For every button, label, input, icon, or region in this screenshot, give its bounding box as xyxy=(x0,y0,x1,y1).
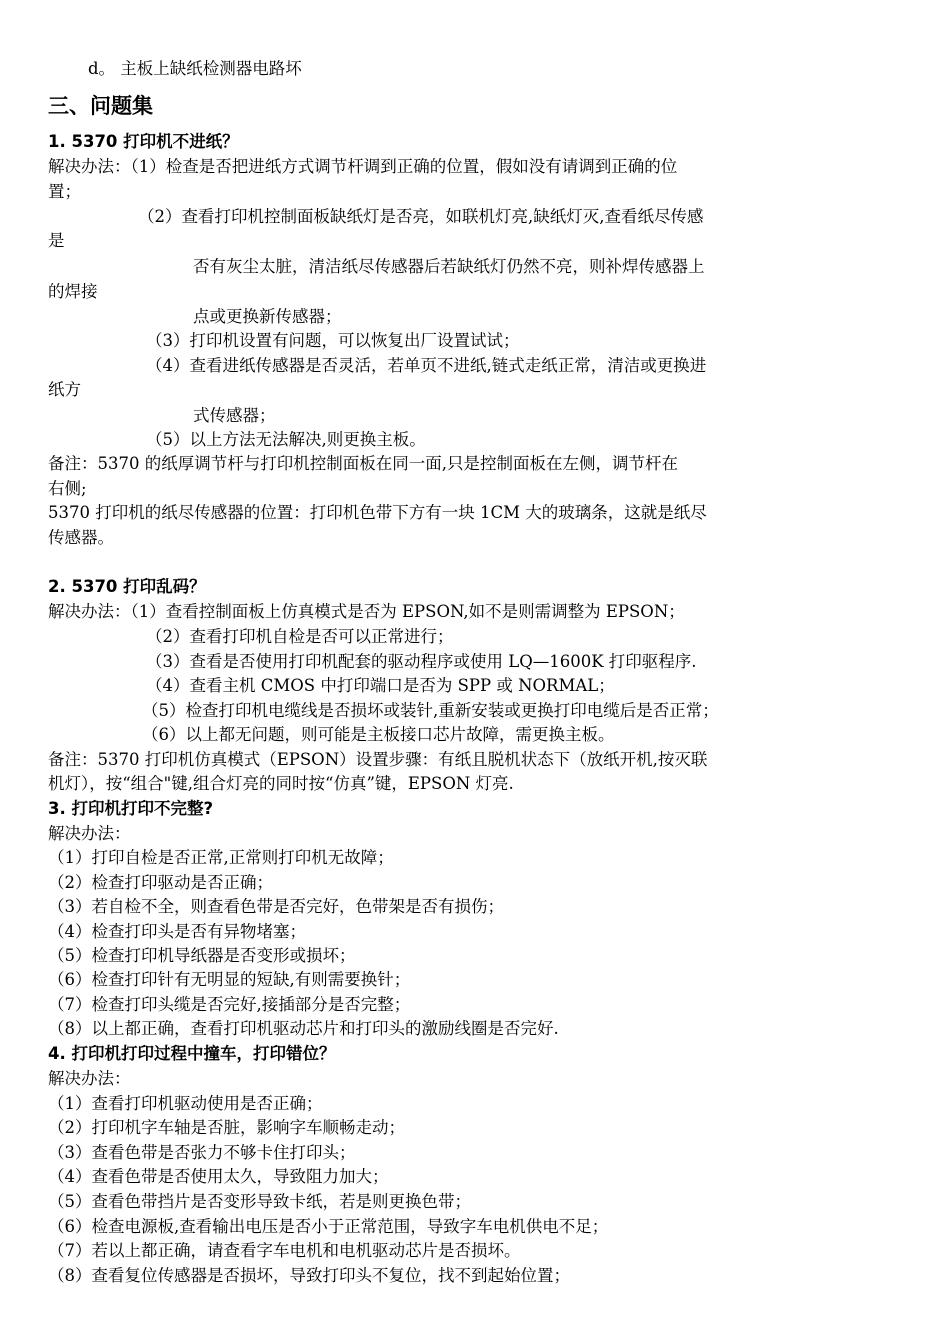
q3-line: （4）检查打印头是否有异物堵塞； xyxy=(48,922,306,941)
q1-line: （5）以上方法无法解决,则更换主板。 xyxy=(146,430,426,449)
q1-line: 置； xyxy=(48,182,81,201)
q1-line: 式传感器； xyxy=(193,406,276,425)
q4-line: （4）查看色带是否使用太久，导致阻力加大； xyxy=(48,1167,389,1186)
q2-line: （6）以上都无问题，则可能是主板接口芯片故障，需更换主板。 xyxy=(142,725,615,744)
q4-line: 解决办法： xyxy=(48,1069,131,1088)
q3-line: （6）检查打印针有无明显的短缺,有则需要换针； xyxy=(48,970,411,989)
q1-line: 的焊接 xyxy=(48,282,98,301)
q4-line: （6）检查电源板,查看输出电压是否小于正常范围，导致字车电机供电不足； xyxy=(48,1217,609,1236)
intro-list-item: d。 主板上缺纸检测器电路坏 xyxy=(88,59,302,78)
q1-note: 5370 打印机的纸尽传感器的位置：打印机色带下方有一块 1CM 大的玻璃条，这就是纸尽 xyxy=(48,503,707,522)
q1-title: 1. 5370 打印机不进纸？ xyxy=(48,132,239,151)
q2-line: （2）查看打印机自检是否可以正常进行； xyxy=(146,627,454,646)
q1-line: 否有灰尘太脏，清洁纸尽传感器后若缺纸灯仍然不亮，则补焊传感器上 xyxy=(193,257,705,276)
q1-line: 纸方 xyxy=(48,380,81,399)
q3-line: （2）检查打印驱动是否正确； xyxy=(48,873,273,892)
q1-line: （4）查看进纸传感器是否灵活，若单页不进纸,链式走纸正常，清洁或更换进 xyxy=(146,356,707,375)
q4-line: （5）查看色带挡片是否变形导致卡纸，若是则更换色带； xyxy=(48,1192,471,1211)
q1-line: （2）查看打印机控制面板缺纸灯是否亮，如联机灯亮,缺纸灯灭,查看纸尽传感 xyxy=(138,207,704,226)
q1-line: 解决办法：（1）检查是否把进纸方式调节杆调到正确的位置，假如没有请调到正确的位 xyxy=(48,157,678,176)
q1-note: 右侧; xyxy=(48,479,87,498)
q1-line: （3）打印机设置有问题，可以恢复出厂设置试试； xyxy=(146,331,520,350)
q1-note: 传感器。 xyxy=(48,528,114,547)
q2-note: 备注：5370 打印机仿真模式（EPSON）设置步骤：有纸且脱机状态下（放纸开机,按灭联 xyxy=(48,750,708,769)
section-title: 三、问题集 xyxy=(48,94,153,118)
q4-line: （8）查看复位传感器是否损坏，导致打印头不复位，找不到起始位置； xyxy=(48,1266,570,1285)
q4-line: （3）查看色带是否张力不够卡住打印头； xyxy=(48,1143,356,1162)
q2-note: 机灯），按“组合"键,组合灯亮的同时按“仿真”键，EPSON 灯亮. xyxy=(48,774,514,793)
q4-line: （1）查看打印机驱动使用是否正确； xyxy=(48,1094,323,1113)
q3-line: （5）检查打印机导纸器是否变形或损坏； xyxy=(48,946,356,965)
q3-line: （8）以上都正确，查看打印机驱动芯片和打印头的激励线圈是否完好. xyxy=(48,1019,559,1038)
q1-line: 是 xyxy=(48,231,65,250)
q3-line: （7）检查打印头缆是否完好,接插部分是否完整； xyxy=(48,995,411,1014)
q4-title: 4. 打印机打印过程中撞车，打印错位？ xyxy=(48,1044,336,1063)
q3-line: 解决办法： xyxy=(48,824,131,843)
q4-line: （2）打印机字车轴是否脏，影响字车顺畅走动； xyxy=(48,1118,405,1137)
q2-line: （4）查看主机 CMOS 中打印端口是否为 SPP 或 NORMAL； xyxy=(146,676,615,695)
q1-note: 备注：5370 的纸厚调节杆与打印机控制面板在同一面,只是控制面板在左侧，调节杆在 xyxy=(48,454,678,473)
q4-line: （7）若以上都正确，请查看字车电机和电机驱动芯片是否损坏。 xyxy=(48,1241,521,1260)
q3-line: （1）打印自检是否正常,正常则打印机无故障； xyxy=(48,848,394,867)
q2-line: （5）检查打印机电缆线是否损坏或装针,重新安装或更换打印电缆后是否正常； xyxy=(142,701,719,720)
q3-line: （3）若自检不全，则查看色带是否完好，色带架是否有损伤； xyxy=(48,897,504,916)
q2-line: 解决办法：（1）查看控制面板上仿真模式是否为 EPSON,如不是则需调整为 EPSON； xyxy=(48,602,685,621)
q2-title: 2. 5370 打印乱码？ xyxy=(48,577,206,596)
q2-line: （3）查看是否使用打印机配套的驱动程序或使用 LQ—1600K 打印驱程序. xyxy=(146,652,697,671)
q1-line: 点或更换新传感器； xyxy=(193,307,342,326)
q3-title: 3. 打印机打印不完整? xyxy=(48,799,214,818)
